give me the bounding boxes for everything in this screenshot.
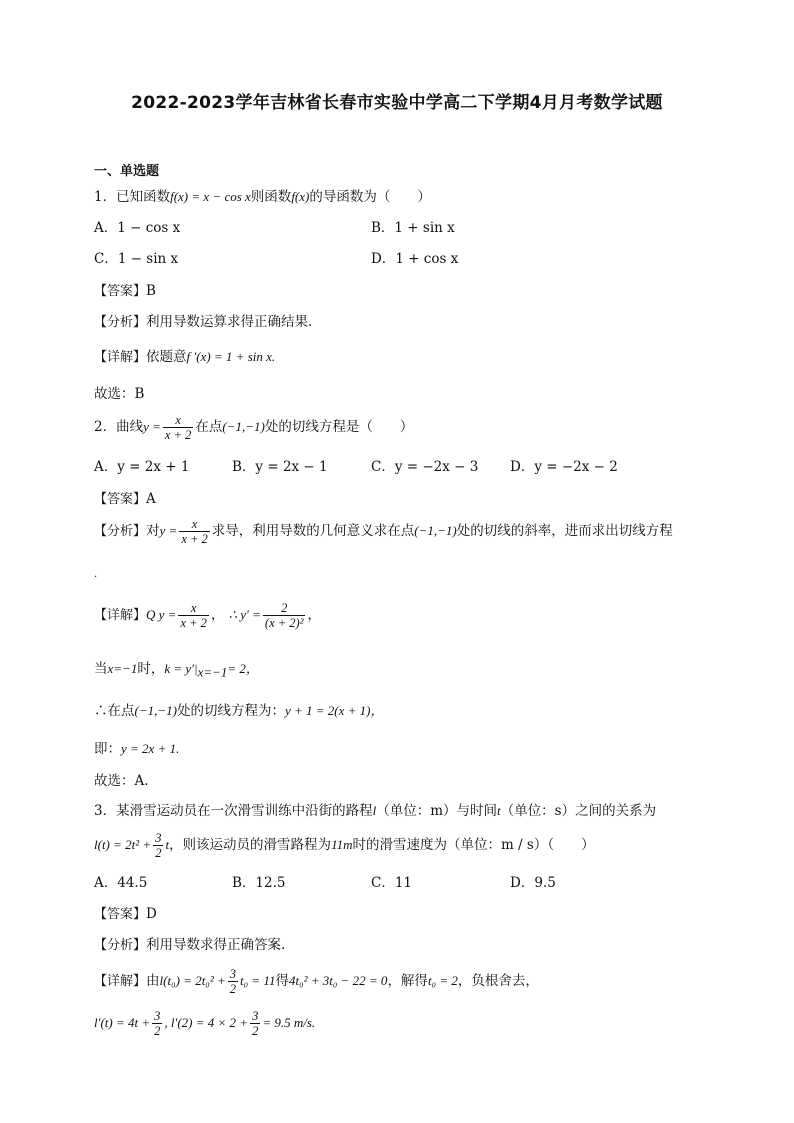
q3-detail-t0: t₀ = 2 <box>427 973 458 988</box>
q3-detail-eq1: l(t₀) = 2t₀² + <box>159 973 226 988</box>
q2-comma: ， <box>307 607 321 623</box>
q2-k-end: = 2， <box>227 661 259 676</box>
q2-analysis-text: 对 <box>146 523 160 539</box>
answer-tag: 【答案】 <box>94 284 147 299</box>
analysis-tag: 【分析】 <box>94 524 147 539</box>
q2-tangent-line <box>94 702 383 720</box>
q3-fraction <box>153 831 163 860</box>
q1-stem <box>94 188 431 206</box>
q1-option-d: D．1 + cos x <box>371 251 459 267</box>
q3-unit2: （单位：s）之间的关系为 <box>500 803 657 819</box>
answer-tag: 【答案】 <box>94 492 147 507</box>
q2-frac-den: x + 2 <box>164 428 192 442</box>
q3-last-eq2: , l′(2) = 4 × 2 + <box>164 1015 249 1030</box>
q2-ie: 即： <box>94 741 121 757</box>
analysis-tag: 【分析】 <box>94 938 147 953</box>
q2-tangent-text: ∴在点 <box>94 703 135 719</box>
q1-stem-suffix: 的导函数为（ ） <box>309 189 431 205</box>
q3-l: l <box>372 803 377 818</box>
q3-t: t <box>497 803 501 818</box>
q3-stem-text: 3．某滑雪运动员在一次滑雪训练中沿街的路程 <box>94 803 373 819</box>
detail-tag: 【详解】 <box>94 974 147 989</box>
q1-choose: 故选：B <box>94 386 145 402</box>
q3-stem-line2 <box>94 830 595 860</box>
frac-num: 3 <box>154 1009 161 1023</box>
q1-detail <box>94 348 275 367</box>
q3-unit1: （单位：m）与时间 <box>376 803 498 819</box>
q2-frac-num: x <box>163 413 193 428</box>
q3-option-d: D．9.5 <box>510 875 556 891</box>
frac-num: x <box>179 517 209 532</box>
frac-den: (x + 2)² <box>264 616 304 630</box>
q2-analysis-fraction <box>179 517 209 546</box>
q1-analysis <box>94 313 312 332</box>
q1-stem-mid: 则函数 <box>250 189 292 205</box>
frac-den: 2 <box>155 846 162 860</box>
q2-analysis-point: (−1,−1) <box>414 523 457 538</box>
frac-num: x <box>178 601 208 616</box>
q3-eq-t: t <box>165 837 170 852</box>
q2-when: 当 <box>94 661 108 677</box>
q1-function-ref: f(x) <box>291 189 310 204</box>
q3-answer-value: D <box>146 906 157 922</box>
q2-fraction <box>163 413 193 442</box>
q2-when-x: x=−1 <box>107 661 138 676</box>
q3-last-eq3: = 9.5 m/s. <box>262 1015 316 1030</box>
q3-last-line <box>94 1008 315 1038</box>
q2-analysis-period: . <box>94 569 98 580</box>
q2-because: Q y = <box>146 607 177 622</box>
q2-tangent-eq: y + 1 = 2(x + 1)， <box>284 703 384 718</box>
answer-tag: 【答案】 <box>94 907 147 922</box>
analysis-tag: 【分析】 <box>94 315 147 330</box>
frac-den: 2 <box>154 1024 161 1038</box>
q3-detail-mid: ，解得 <box>387 973 428 989</box>
frac-num: 3 <box>252 1009 259 1023</box>
q3-suffix2: 时的滑雪速度为（单位：m / s）（ ） <box>352 837 595 853</box>
q3-eq: l(t) = 2t² + <box>94 837 152 852</box>
q1-detail-text: 依题意 <box>146 349 187 365</box>
q1-analysis-text: 利用导数运算求得正确结果. <box>146 314 313 330</box>
frac-num: 2 <box>263 601 306 616</box>
q3-option-b: B．12.5 <box>232 875 286 891</box>
q2-ie-eq: y = 2x + 1. <box>121 741 180 756</box>
q2-derivative-fraction <box>263 601 306 630</box>
q2-tangent-point: (−1,−1) <box>134 703 177 718</box>
q2-option-d: D．y = −2x − 2 <box>510 459 618 475</box>
q2-analysis-mid: 求导，利用导数的几何意义求在点 <box>211 523 415 539</box>
page-title: 2022-2023学年吉林省长春市实验中学高二下学期4月月考数学试题 <box>131 93 663 113</box>
q2-when-line <box>94 660 259 682</box>
q2-answer <box>94 490 156 509</box>
q3-suffix: ，则该运动员的滑雪路程为 <box>169 837 332 853</box>
frac-den: x + 2 <box>181 532 208 546</box>
q2-therefore: ∴ y′ = <box>228 607 261 622</box>
q2-stem-mid: 在点 <box>195 419 223 435</box>
q3-dist: 11m <box>331 837 353 852</box>
q2-stem <box>94 412 413 442</box>
detail-tag: 【详解】 <box>94 608 147 623</box>
q2-option-a: A．y = 2x + 1 <box>94 459 190 475</box>
q2-detail: 【详解】Q y = $\frac{x}{x + 2}$ ， ∴ y′ = $\frac{2}{\text{(x + 2)²}}$ ， <box>94 601 321 630</box>
q3-analysis-text: 利用导数求得正确答案. <box>146 937 286 953</box>
q3-detail-eq1b: t₀ = 11 <box>240 973 276 988</box>
q3-analysis <box>94 936 285 955</box>
q2-stem-text: 2．曲线 <box>94 419 144 435</box>
q2-point: (−1,−1) <box>222 419 265 434</box>
q3-option-c: C．11 <box>371 875 413 891</box>
q2-tangent-mid: 处的切线方程为： <box>176 703 285 719</box>
frac-den: 2 <box>252 1024 259 1038</box>
q3-detail-de: 得 <box>275 973 289 989</box>
q2-option-b: B．y = 2x − 1 <box>232 459 328 475</box>
q2-k: k = y′| <box>164 661 198 676</box>
q2-choose: 故选：A. <box>94 773 149 789</box>
q2-stem-suffix: 处的切线方程是（ ） <box>264 419 414 435</box>
q3-last-eq1: l′(t) = 4t + <box>94 1015 151 1030</box>
q3-last-fraction1 <box>152 1009 162 1038</box>
frac-den: 2 <box>229 982 236 996</box>
q1-function: f(x) = x − cos x <box>170 189 251 204</box>
q2-k-sub: x=−1 <box>197 664 228 680</box>
q1-option-a: A．1 − cos x <box>94 220 181 236</box>
q2-analysis-y: y = <box>159 523 178 538</box>
q1-option-b: B．1 + sin x <box>371 220 455 236</box>
section-heading: 一、单选题 <box>94 164 160 179</box>
q2-detail-fraction <box>178 601 208 630</box>
q3-answer <box>94 905 157 924</box>
q3-detail-eq2: 4t₀² + 3t₀ − 22 = 0 <box>288 973 388 988</box>
q3-last-fraction2 <box>250 1009 260 1038</box>
q2-ie-line <box>94 740 179 758</box>
q2-answer-value: A <box>146 491 156 507</box>
frac-num: 3 <box>155 831 162 845</box>
q1-answer-value: B <box>146 283 156 299</box>
q1-option-c: C．1 − sin x <box>94 251 179 267</box>
q3-detail-fraction <box>228 967 238 996</box>
q3-stem-line1 <box>94 802 656 820</box>
q2-when-mid: 时， <box>137 661 165 677</box>
q3-detail-text: 由 <box>146 973 160 989</box>
q2-option-c: C．y = −2x − 3 <box>371 459 479 475</box>
q2-analysis <box>94 516 673 547</box>
q1-detail-math: f ′(x) = 1 + sin x. <box>186 349 276 364</box>
detail-tag: 【详解】 <box>94 350 147 365</box>
frac-den: x + 2 <box>180 616 207 630</box>
q3-detail-end: ，负根舍去， <box>457 973 539 989</box>
q2-analysis-end: 处的切线的斜率，进而求出切线方程 <box>456 523 673 539</box>
q2-y: y = <box>143 419 161 434</box>
frac-num: 3 <box>229 967 236 981</box>
q1-answer <box>94 282 156 301</box>
q3-option-a: A．44.5 <box>94 875 148 891</box>
q3-detail <box>94 966 539 997</box>
q1-stem-text: 1．已知函数 <box>94 189 171 205</box>
